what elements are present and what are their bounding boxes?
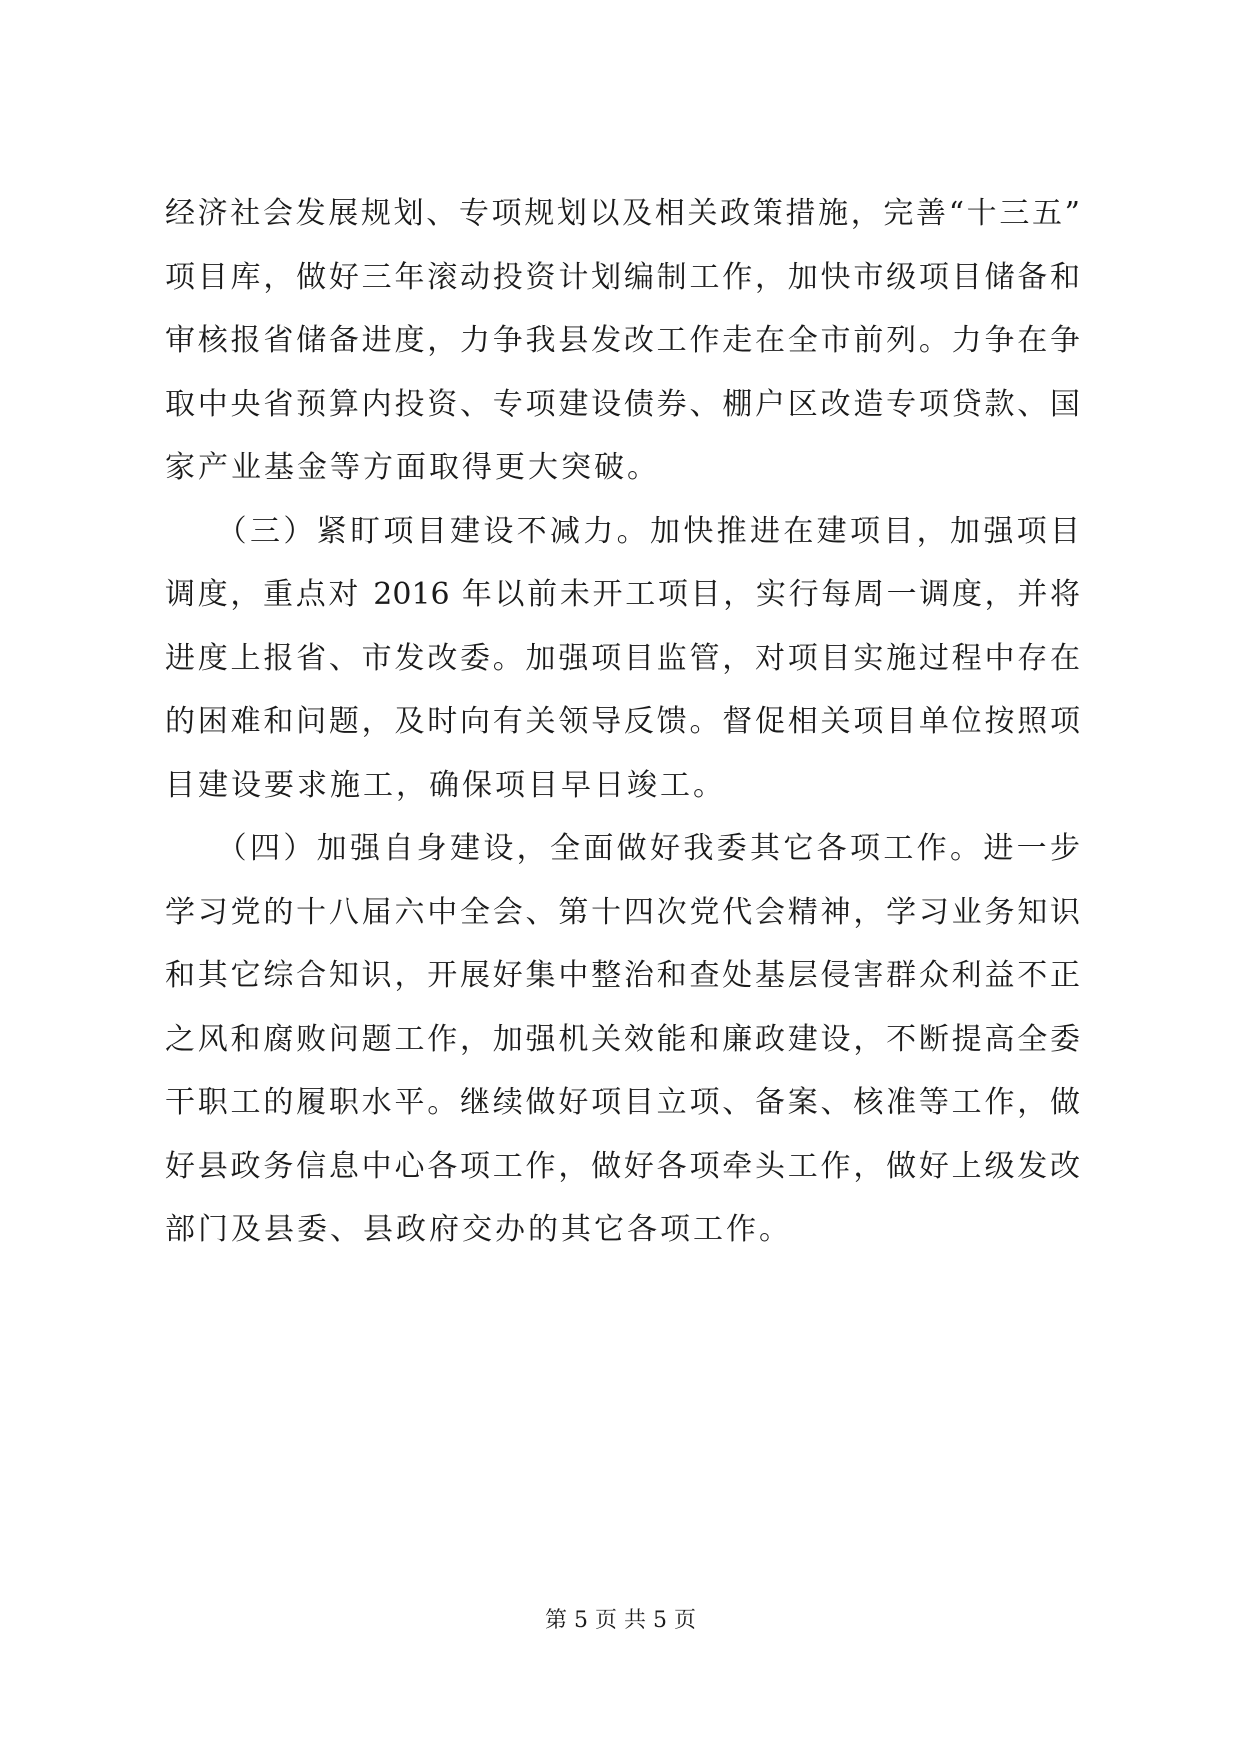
text-line: 好县政务信息中心各项工作，做好各项牵头工作，做好上级发改 [165,1148,1080,1184]
text-line: （三）紧盯项目建设不减力。加快推进在建项目，加强项目 [165,513,1080,549]
text-line: 的困难和问题，及时向有关领导反馈。督促相关项目单位按照项 [165,704,1080,739]
text-line: 经济社会发展规划、专项规划以及相关政策措施，完善“十三五” [165,196,1080,231]
text-line: 目建设要求施工，确保项目早日竣工。 [165,767,726,803]
text-line: （四）加强自身建设，全面做好我委其它各项工作。进一步 [165,831,1080,866]
text-line: 审核报省储备进度，力争我县发改工作走在全市前列。力争在争 [165,323,1080,358]
text-line: 部门及县委、县政府交办的其它各项工作。 [165,1212,792,1247]
text-line: 进度上报省、市发改委。加强项目监管，对项目实施过程中存在 [165,640,1080,676]
text-line: 之风和腐败问题工作，加强机关效能和廉政建设，不断提高全委 [165,1021,1080,1057]
body-text [165,182,1080,1262]
text-line: 干职工的履职水平。继续做好项目立项、备案、核准等工作，做 [165,1085,1080,1120]
text-line: 调度，重点对 2016 年以前未开工项目，实行每周一调度，并将 [165,577,1080,612]
text-line: 项目库，做好三年滚动投资计划编制工作，加快市级项目储备和 [165,259,1080,295]
text-line: 家产业基金等方面取得更大突破。 [165,450,660,485]
text-line: 学习党的十八届六中全会、第十四次党代会精神，学习业务知识 [165,894,1080,930]
text-line: 和其它综合知识，开展好集中整治和查处基层侵害群众利益不正 [165,958,1080,993]
page-footer: 第 5 页 共 5 页 [545,1608,696,1633]
text-line: 取中央省预算内投资、专项建设债券、棚户区改造专项贷款、国 [165,386,1080,422]
